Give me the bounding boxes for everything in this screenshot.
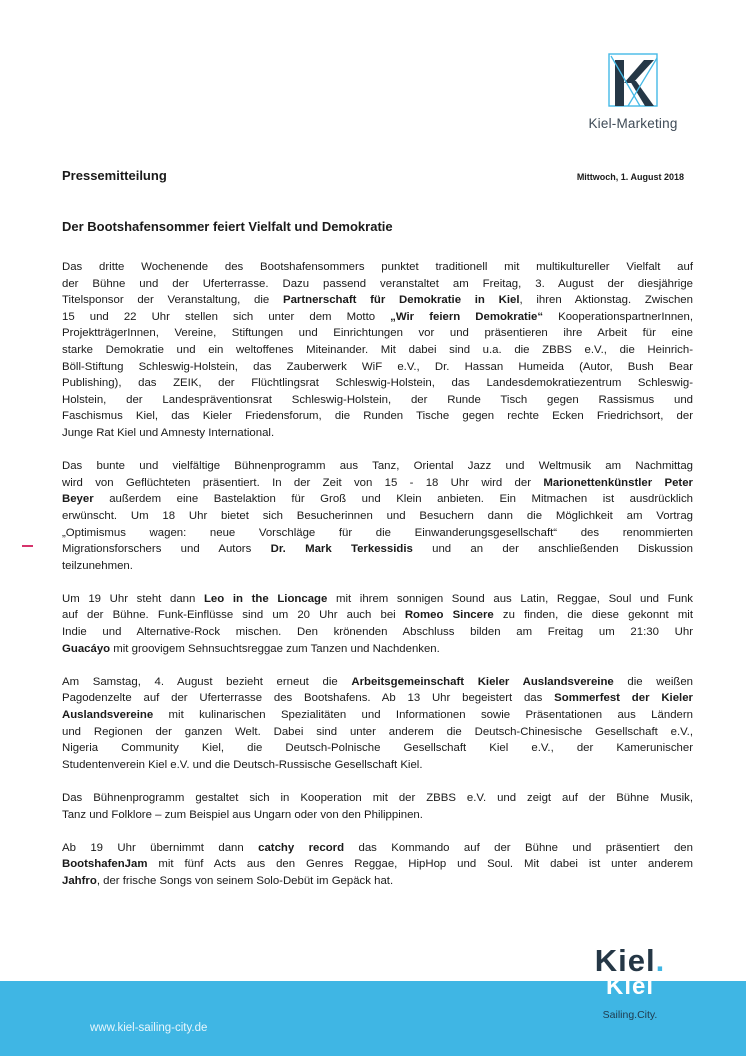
logo-brand-text: Kiel-Marketing	[588, 116, 678, 131]
text-line: 15 und 22 Uhr stellen sich unter dem Motto „Wir feiern Demokratie“ KooperationspartnerInnen,	[62, 310, 693, 323]
text-line: Um 19 Uhr steht dann Leo in the Lioncage mit ihrem sonnigen Sound aus Latin, Reggae, Soul und Funk	[62, 592, 693, 605]
text-line: ProjektträgerInnen, Vereine, Stiftungen und Einrichtungen vor und präsentieren ihre Arbeit für eine	[62, 327, 693, 340]
paragraph	[62, 458, 693, 574]
text-line: teilzunehmen.	[62, 559, 133, 572]
text-line: Publishing), das ZEIK, der Flüchtlingsrat Schleswig-Holstein, das Landesdemokratiezentrum Schleswig-	[62, 377, 693, 390]
text-line: wird von Geflüchteten präsentiert. In der Zeit von 15 - 18 Uhr wird der Marionettenkünstler Peter	[62, 476, 693, 489]
text-line: Auslandsvereine mit kulinarischen Spezialitäten und Informationen sowie Präsentationen aus Ländern	[62, 709, 693, 722]
emphasis: Sommerfest der Kieler	[554, 692, 693, 705]
text-line: Faschismus Kiel, das Kieler Friedensforum, die Runden Tische gegen rechte Ecken Friedrichsort, der	[62, 410, 693, 423]
emphasis: BootshafenJam	[62, 858, 148, 871]
text-line: Nigeria Community Kiel, die Deutsch-Polnische Gesellschaft Kiel e.V., der Kamerunischer	[62, 742, 693, 755]
kiel-marketing-logo	[578, 50, 688, 131]
logo-tagline: Sailing.City.	[602, 1009, 658, 1021]
text-line: Am Samstag, 4. August bezieht erneut die Arbeitsgemeinschaft Kieler Auslandsvereine die weißen	[62, 675, 694, 688]
text-line: der Bühne und der Uferterrasse. Dazu passend veranstaltet am Freitag, 3. August der diesjährige	[62, 277, 693, 290]
emphasis: Romeo Sincere	[404, 609, 494, 622]
emphasis: Partnerschaft für Demokratie in Kiel	[282, 294, 520, 307]
text-line: Ab 19 Uhr übernimmt dann catchy record das Kommando auf der Bühne und präsentiert den	[62, 841, 693, 854]
emphasis: Arbeitsgemeinschaft Kieler Auslandsvereine	[351, 675, 614, 688]
text-line: erwünscht. Um 18 Uhr bietet sich Besucherinnen und Besuchern dann die Möglichkeit am Vortrag	[62, 509, 693, 522]
text-line: Böll-Stiftung Schleswig-Holstein, das Zauberwerk WiF e.V., Dr. Hassan Humeida (Autor, Bush Bear	[62, 360, 693, 373]
emphasis: Guacáyo	[62, 642, 111, 655]
paragraph	[62, 790, 693, 823]
emphasis: Dr. Mark Terkessidis	[270, 543, 413, 556]
emphasis: Leo in the Lioncage	[203, 592, 328, 605]
text-line: Pagodenzelte auf der Uferterrasse des Bootshafens. Ab 13 Uhr begeistert das Sommerfest der Kieler	[62, 692, 693, 705]
emphasis: Beyer	[62, 493, 94, 506]
emphasis: Jahfro	[62, 874, 97, 887]
footer-url: www.kiel-sailing-city.de	[90, 1022, 208, 1034]
text-line: Studentenverein Kiel e.V. und die Deutsch-Russische Gesellschaft Kiel.	[62, 758, 423, 771]
paragraph	[62, 259, 693, 442]
emphasis: Auslandsvereine	[62, 709, 154, 722]
text-line: Guacáyo mit groovigem Sehnsuchtsreggae zum Tanzen und Nachdenken.	[62, 642, 440, 655]
text-line: Titelsponsor der Veranstaltung, die Partnerschaft für Demokratie in Kiel, ihren Aktionstag. Zwischen	[62, 294, 693, 307]
text-line: Das dritte Wochenende des Bootshafensommers punktet traditionell mit multikultureller Vielfalt auf	[62, 261, 693, 273]
article-body	[62, 259, 693, 906]
headline: Der Bootshafensommer feiert Vielfalt und Demokratie	[62, 219, 393, 234]
text-line: Indie und Alternative-Rock mischen. Den krönenden Abschluss bilden am Freitag um 21:30 Uhr	[62, 626, 693, 639]
text-line: Tanz und Folklore – zum Beispiel aus Ungarn oder von den Philippinen.	[62, 808, 423, 821]
kiel-marketing-k-logo-icon	[606, 50, 660, 112]
margin-fold-mark	[22, 545, 33, 547]
paragraph	[62, 840, 693, 890]
logo-kiel-word: Kiel.	[594, 943, 666, 978]
emphasis: catchy record	[258, 841, 345, 854]
release-date: Mittwoch, 1. August 2018	[576, 172, 684, 182]
text-line: Jahfro, der frische Songs von seinem Solo-Debüt im Gepäck hat.	[62, 874, 394, 887]
emphasis: „Wir feiern Demokratie“	[390, 310, 544, 323]
text-line: Beyer außerdem eine Bastelaktion für Groß und Klein anbieten. Ein Mitmachen ist ausdrücklich	[62, 493, 693, 506]
text-line: starke Demokratie und ein weltoffenes Miteinander. Mit dabei sind u.a. die ZBBS e.V., die Heinrich-	[62, 343, 693, 356]
paragraph	[62, 674, 693, 774]
logo-kiel-mirrored-word: Kiel	[605, 973, 654, 1000]
text-line: Das Bühnenprogramm gestaltet sich in Kooperation mit der ZBBS e.V. und zeigt auf der Bühne Musik,	[62, 792, 693, 804]
text-line: „Optimismus wagen: neue Vorschläge für die Einwanderungsgesellschaft“ des renommierten	[62, 526, 693, 539]
press-release-label: Pressemitteilung	[62, 168, 167, 183]
text-line: Junge Rat Kiel und Amnesty International.	[62, 426, 275, 439]
emphasis: Marionettenkünstler Peter	[543, 476, 693, 489]
text-line: Holstein, der Landespräventionsrat Schleswig-Holstein, der Runde Tisch gegen Rassismus und	[62, 393, 693, 406]
kiel-sailing-city-logo	[582, 943, 678, 1021]
text-line: Das bunte und vielfältige Bühnenprogramm aus Tanz, Oriental Jazz und Weltmusik am Nachmittag	[62, 460, 693, 473]
text-line: BootshafenJam mit fünf Acts aus den Genres Reggae, HipHop und Soul. Mit dabei ist unter anderem	[62, 858, 693, 871]
paragraph	[62, 591, 693, 657]
text-line: Migrationsforschers und Autors Dr. Mark Terkessidis und an der anschließenden Diskussion	[62, 543, 693, 556]
text-line: auf der Bühne. Funk-Einflüsse sind um 20 Uhr auch bei Romeo Sincere zu finden, die diese gekonnt mit	[62, 609, 693, 622]
text-line: und Regionen der ganzen Welt. Dabei sind unter anderem die Deutsch-Chinesische Gesellschaft e.V.,	[62, 725, 693, 738]
